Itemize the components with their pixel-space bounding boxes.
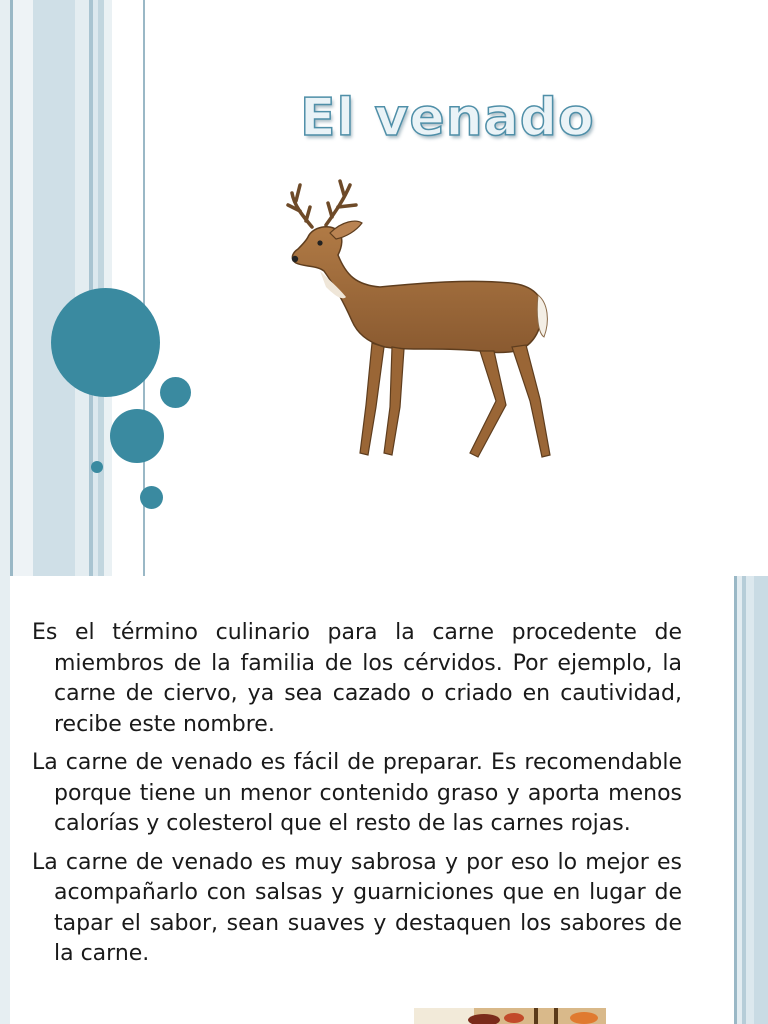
food-dish-photo-icon bbox=[414, 1008, 606, 1024]
slide-content bbox=[0, 576, 768, 1024]
paragraph: La carne de venado es muy sabrosa y por eso lo mejor es acompañarlo con salsas y guarniciones que en lugar de tapar el sabor, sean suaves y destaquen los sabores de la carne. bbox=[32, 849, 682, 966]
decor-stripe bbox=[13, 0, 33, 576]
paragraph: La carne de venado es fácil de preparar. Es recomendable porque tiene un menor contenido graso y aporta menos calorías y colesterol que el resto de las carnes rojas. bbox=[32, 750, 682, 836]
decor-circle bbox=[91, 461, 103, 473]
decor-stripe bbox=[0, 0, 10, 576]
decor-stripe bbox=[33, 0, 75, 576]
decor-stripe bbox=[746, 576, 754, 1024]
decor-stripe bbox=[0, 576, 10, 1024]
deer-illustration-icon bbox=[280, 175, 570, 470]
decor-circle-large bbox=[51, 288, 160, 397]
decor-circle bbox=[140, 486, 163, 509]
slide-title-text: El venado bbox=[300, 88, 595, 148]
decor-circle bbox=[160, 377, 191, 408]
decor-stripe bbox=[75, 0, 89, 576]
decor-stripe bbox=[754, 576, 768, 1024]
decor-circle bbox=[110, 409, 164, 463]
paragraph: Es el término culinario para la carne procedente de miembros de la familia de los cérvidos. Por ejemplo, la carne de ciervo, ya sea cazado o criado en cautividad, recibe este nombre. bbox=[32, 620, 682, 737]
content-body bbox=[32, 618, 682, 978]
